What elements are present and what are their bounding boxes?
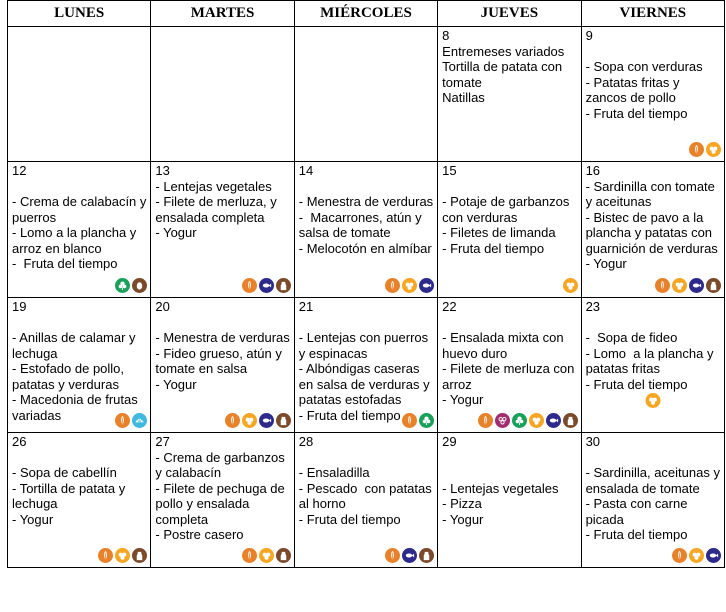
gluten-icon xyxy=(689,142,704,157)
menu-line: - Lentejas vegetales xyxy=(155,178,272,194)
gluten-icon xyxy=(402,413,417,428)
dairy-icon xyxy=(706,278,721,293)
menu-line xyxy=(442,179,579,195)
day-number: 28 xyxy=(298,434,314,449)
day-cell-friday xyxy=(581,433,724,568)
day-number: 29 xyxy=(442,434,457,449)
menu-line: - Estofado de pollo, patatas y verduras xyxy=(12,361,128,392)
menu-text xyxy=(438,298,580,408)
fish-icon xyxy=(259,278,274,293)
menu-line: - Albóndigas caseras en salsa de verduras y patatas estofadas xyxy=(298,361,434,407)
menu-line xyxy=(12,315,149,331)
menu-line xyxy=(299,315,436,331)
day-cell-monday xyxy=(8,433,151,568)
menu-line: - Potaje de garbanzos con verduras xyxy=(442,194,573,225)
day-cell-wednesday xyxy=(294,298,437,433)
menu-text xyxy=(8,162,150,272)
menu-weeks xyxy=(8,27,725,568)
menu-line: - Crema de garbanzos y calabacín xyxy=(155,449,289,480)
day-number: 22 xyxy=(442,299,457,314)
weekday-header-row xyxy=(8,1,725,27)
menu-text xyxy=(438,162,580,256)
egg-icon xyxy=(689,548,704,563)
allergen-icons xyxy=(563,278,578,293)
menu-line xyxy=(12,450,149,466)
menu-text xyxy=(151,298,293,392)
menu-line: - Fruta del tiempo xyxy=(585,105,688,121)
day-number: 23 xyxy=(585,299,601,314)
mustard-icon xyxy=(495,413,510,428)
day-cell-thursday xyxy=(438,27,581,162)
menu-text xyxy=(295,433,437,527)
day-number: 13 xyxy=(155,163,170,178)
allergen-icons xyxy=(402,413,434,428)
day-number: 20 xyxy=(155,299,170,314)
menu-line: - Yogur xyxy=(442,511,484,527)
day-cell-wednesday xyxy=(294,162,437,298)
gluten-icon xyxy=(225,413,240,428)
menu-line: - Fruta del tiempo xyxy=(298,407,401,423)
fish-icon xyxy=(419,278,434,293)
menu-line: - Menestra de verduras xyxy=(298,194,434,209)
menu-line: - Filete de merluza con arroz xyxy=(442,361,579,392)
day-cell-friday xyxy=(581,162,724,298)
menu-line xyxy=(442,450,579,466)
allergen-icons xyxy=(225,413,291,428)
fish-icon xyxy=(546,413,561,428)
menu-line: Natillas xyxy=(442,90,485,105)
menu-line: - Filete de merluza, y ensalada completa xyxy=(155,194,281,225)
dairy-icon xyxy=(276,548,291,563)
menu-line: Entremeses variados xyxy=(442,43,565,59)
header-monday: LUNES xyxy=(8,1,151,27)
menu-text xyxy=(8,298,150,423)
menu-line: Tortilla de patata con tomate xyxy=(442,59,566,90)
menu-text xyxy=(438,433,580,527)
menu-line: - Sardinilla con tomate y aceitunas xyxy=(585,178,719,209)
day-cell-friday xyxy=(581,27,724,162)
celery-icon xyxy=(512,413,527,428)
menu-line xyxy=(586,315,723,331)
menu-line: - Sopa de cabellín xyxy=(12,465,117,480)
menu-line: - Tortilla de patata y lechuga xyxy=(12,480,129,511)
fish-icon xyxy=(689,278,704,293)
dairy-icon xyxy=(276,278,291,293)
day-cell-thursday xyxy=(438,433,581,568)
fish-icon xyxy=(706,548,721,563)
menu-line: - Fruta del tiempo xyxy=(12,256,118,271)
menu-line xyxy=(299,179,436,195)
egg-icon xyxy=(645,393,660,408)
gluten-icon xyxy=(115,413,130,428)
nuts-icon xyxy=(132,278,147,293)
day-cell-thursday xyxy=(438,298,581,433)
menu-line: - Yogur xyxy=(155,376,197,392)
day-cell-tuesday xyxy=(151,433,294,568)
allergen-icons xyxy=(115,278,147,293)
menu-line: - Ensaladilla xyxy=(298,465,370,480)
day-cell-monday xyxy=(8,298,151,433)
egg-icon xyxy=(672,278,687,293)
week-row xyxy=(8,298,725,433)
day-cell-tuesday xyxy=(151,27,294,162)
gluten-icon xyxy=(385,548,400,563)
menu-line: - Yogur xyxy=(585,256,627,271)
day-number: 26 xyxy=(12,434,27,449)
menu-line xyxy=(155,315,292,331)
menu-line: - Anillas de calamar y lechuga xyxy=(12,330,140,361)
dairy-icon xyxy=(563,413,578,428)
egg-icon xyxy=(563,278,578,293)
menu-line: - Fruta del tiempo xyxy=(585,527,688,542)
day-number: 14 xyxy=(298,163,314,178)
menu-line: - Pescado con patatas al horno xyxy=(298,480,436,511)
day-cell-friday xyxy=(581,298,724,433)
menu-line xyxy=(12,179,149,195)
menu-line: - Fruta del tiempo xyxy=(585,376,688,392)
menu-line: - Ensalada mixta con huevo duro xyxy=(442,330,568,361)
menu-line: - Pizza xyxy=(442,496,482,511)
day-cell-wednesday xyxy=(294,27,437,162)
menu-line xyxy=(586,450,723,466)
menu-line: - Macedonia de frutas variadas xyxy=(12,392,142,423)
day-number: 15 xyxy=(442,163,457,178)
menu-line: - Fruta del tiempo xyxy=(442,240,545,256)
dairy-icon xyxy=(419,548,434,563)
menu-line: - Melocotón en almíbar xyxy=(298,240,432,256)
menu-line xyxy=(586,44,723,60)
allergen-icons xyxy=(385,278,434,293)
menu-line: - Filete de pechuga de pollo y ensalada completa xyxy=(155,480,289,527)
menu-line: - Fruta del tiempo xyxy=(298,511,401,527)
egg-icon xyxy=(529,413,544,428)
menu-line: - Lomo a la plancha y patatas fritas xyxy=(585,345,718,376)
menu-text xyxy=(438,27,580,106)
week-row xyxy=(8,27,725,162)
menu-line: - Lentejas con puerros y espinacas xyxy=(298,330,432,361)
allergen-icons xyxy=(242,548,291,563)
menu-text xyxy=(582,27,724,121)
celery-icon xyxy=(115,278,130,293)
header-wednesday: MIÉRCOLES xyxy=(294,1,437,27)
menu-text xyxy=(151,162,293,241)
allergen-icons xyxy=(242,278,291,293)
mollusc-icon xyxy=(132,413,147,428)
menu-line xyxy=(442,465,579,481)
menu-line xyxy=(299,450,436,466)
menu-line: - Patatas fritas y zancos de pollo xyxy=(585,74,684,105)
day-cell-tuesday xyxy=(151,298,294,433)
day-number: 12 xyxy=(12,163,27,178)
menu-text xyxy=(151,27,293,28)
menu-line: - Yogur xyxy=(155,225,197,240)
school-menu-calendar xyxy=(7,0,725,568)
allergen-icons xyxy=(672,548,721,563)
menu-line: - Lentejas vegetales xyxy=(442,480,559,496)
allergen-icons xyxy=(98,548,147,563)
gluten-icon xyxy=(242,548,257,563)
menu-line: - Bistec de pavo a la plancha y patatas con guarnición de verduras xyxy=(585,209,718,256)
gluten-icon xyxy=(98,548,113,563)
menu-line: - Yogur xyxy=(442,392,484,407)
allergen-icons xyxy=(385,548,434,563)
egg-icon xyxy=(706,142,721,157)
day-cell-monday xyxy=(8,162,151,298)
egg-icon xyxy=(402,278,417,293)
fish-icon xyxy=(402,548,417,563)
gluten-icon xyxy=(385,278,400,293)
menu-text xyxy=(582,433,724,543)
menu-line: - Filetes de limanda xyxy=(442,225,556,240)
menu-line: - Fideo grueso, atún y tomate en salsa xyxy=(155,345,286,376)
menu-text xyxy=(295,298,437,423)
day-number: 21 xyxy=(298,299,314,314)
header-thursday: JUEVES xyxy=(438,1,581,27)
menu-text xyxy=(582,162,724,272)
menu-text xyxy=(8,27,150,28)
day-number: 27 xyxy=(155,434,170,449)
week-row xyxy=(8,162,725,298)
gluten-icon xyxy=(655,278,670,293)
menu-line: - Sopa con verduras xyxy=(585,59,703,74)
day-number: 9 xyxy=(585,28,593,43)
menu-text xyxy=(151,433,293,543)
day-number: 30 xyxy=(585,434,601,449)
menu-line: - Postre casero xyxy=(155,527,244,542)
header-friday: VIERNES xyxy=(581,1,724,27)
menu-text xyxy=(295,27,437,28)
allergen-icons xyxy=(478,413,578,428)
menu-line: - Pasta con carne picada xyxy=(585,496,692,527)
day-cell-monday xyxy=(8,27,151,162)
day-cell-tuesday xyxy=(151,162,294,298)
fish-icon xyxy=(259,413,274,428)
celery-icon xyxy=(419,413,434,428)
menu-text xyxy=(8,433,150,527)
allergen-icons xyxy=(655,278,721,293)
gluten-icon xyxy=(672,548,687,563)
menu-line: - Macarrones, atún y salsa de tomate xyxy=(298,209,426,240)
gluten-icon xyxy=(478,413,493,428)
allergen-icons xyxy=(115,413,147,428)
egg-icon xyxy=(242,413,257,428)
menu-line xyxy=(442,315,579,331)
menu-line: - Sardinilla, aceitunas y ensalada de tomate xyxy=(585,465,724,496)
dairy-icon xyxy=(276,413,291,428)
day-cell-wednesday xyxy=(294,433,437,568)
menu-line: - Menestra de verduras xyxy=(155,330,290,345)
day-number: 16 xyxy=(585,163,601,178)
day-number: 19 xyxy=(12,299,27,314)
gluten-icon xyxy=(242,278,257,293)
day-cell-thursday xyxy=(438,162,581,298)
menu-line: - Yogur xyxy=(12,511,54,527)
dairy-icon xyxy=(132,548,147,563)
allergen-icons xyxy=(689,142,721,157)
egg-icon xyxy=(115,548,130,563)
egg-icon xyxy=(259,548,274,563)
menu-line: - Crema de calabacín y puerros xyxy=(12,194,151,225)
menu-text xyxy=(295,162,437,256)
menu-text xyxy=(582,298,724,392)
menu-line: - Lomo a la plancha y arroz en blanco xyxy=(12,225,140,256)
header-tuesday: MARTES xyxy=(151,1,294,27)
menu-line: - Sopa de fideo xyxy=(585,330,678,345)
day-number: 8 xyxy=(442,28,450,43)
allergen-icons xyxy=(645,393,660,408)
week-row xyxy=(8,433,725,568)
